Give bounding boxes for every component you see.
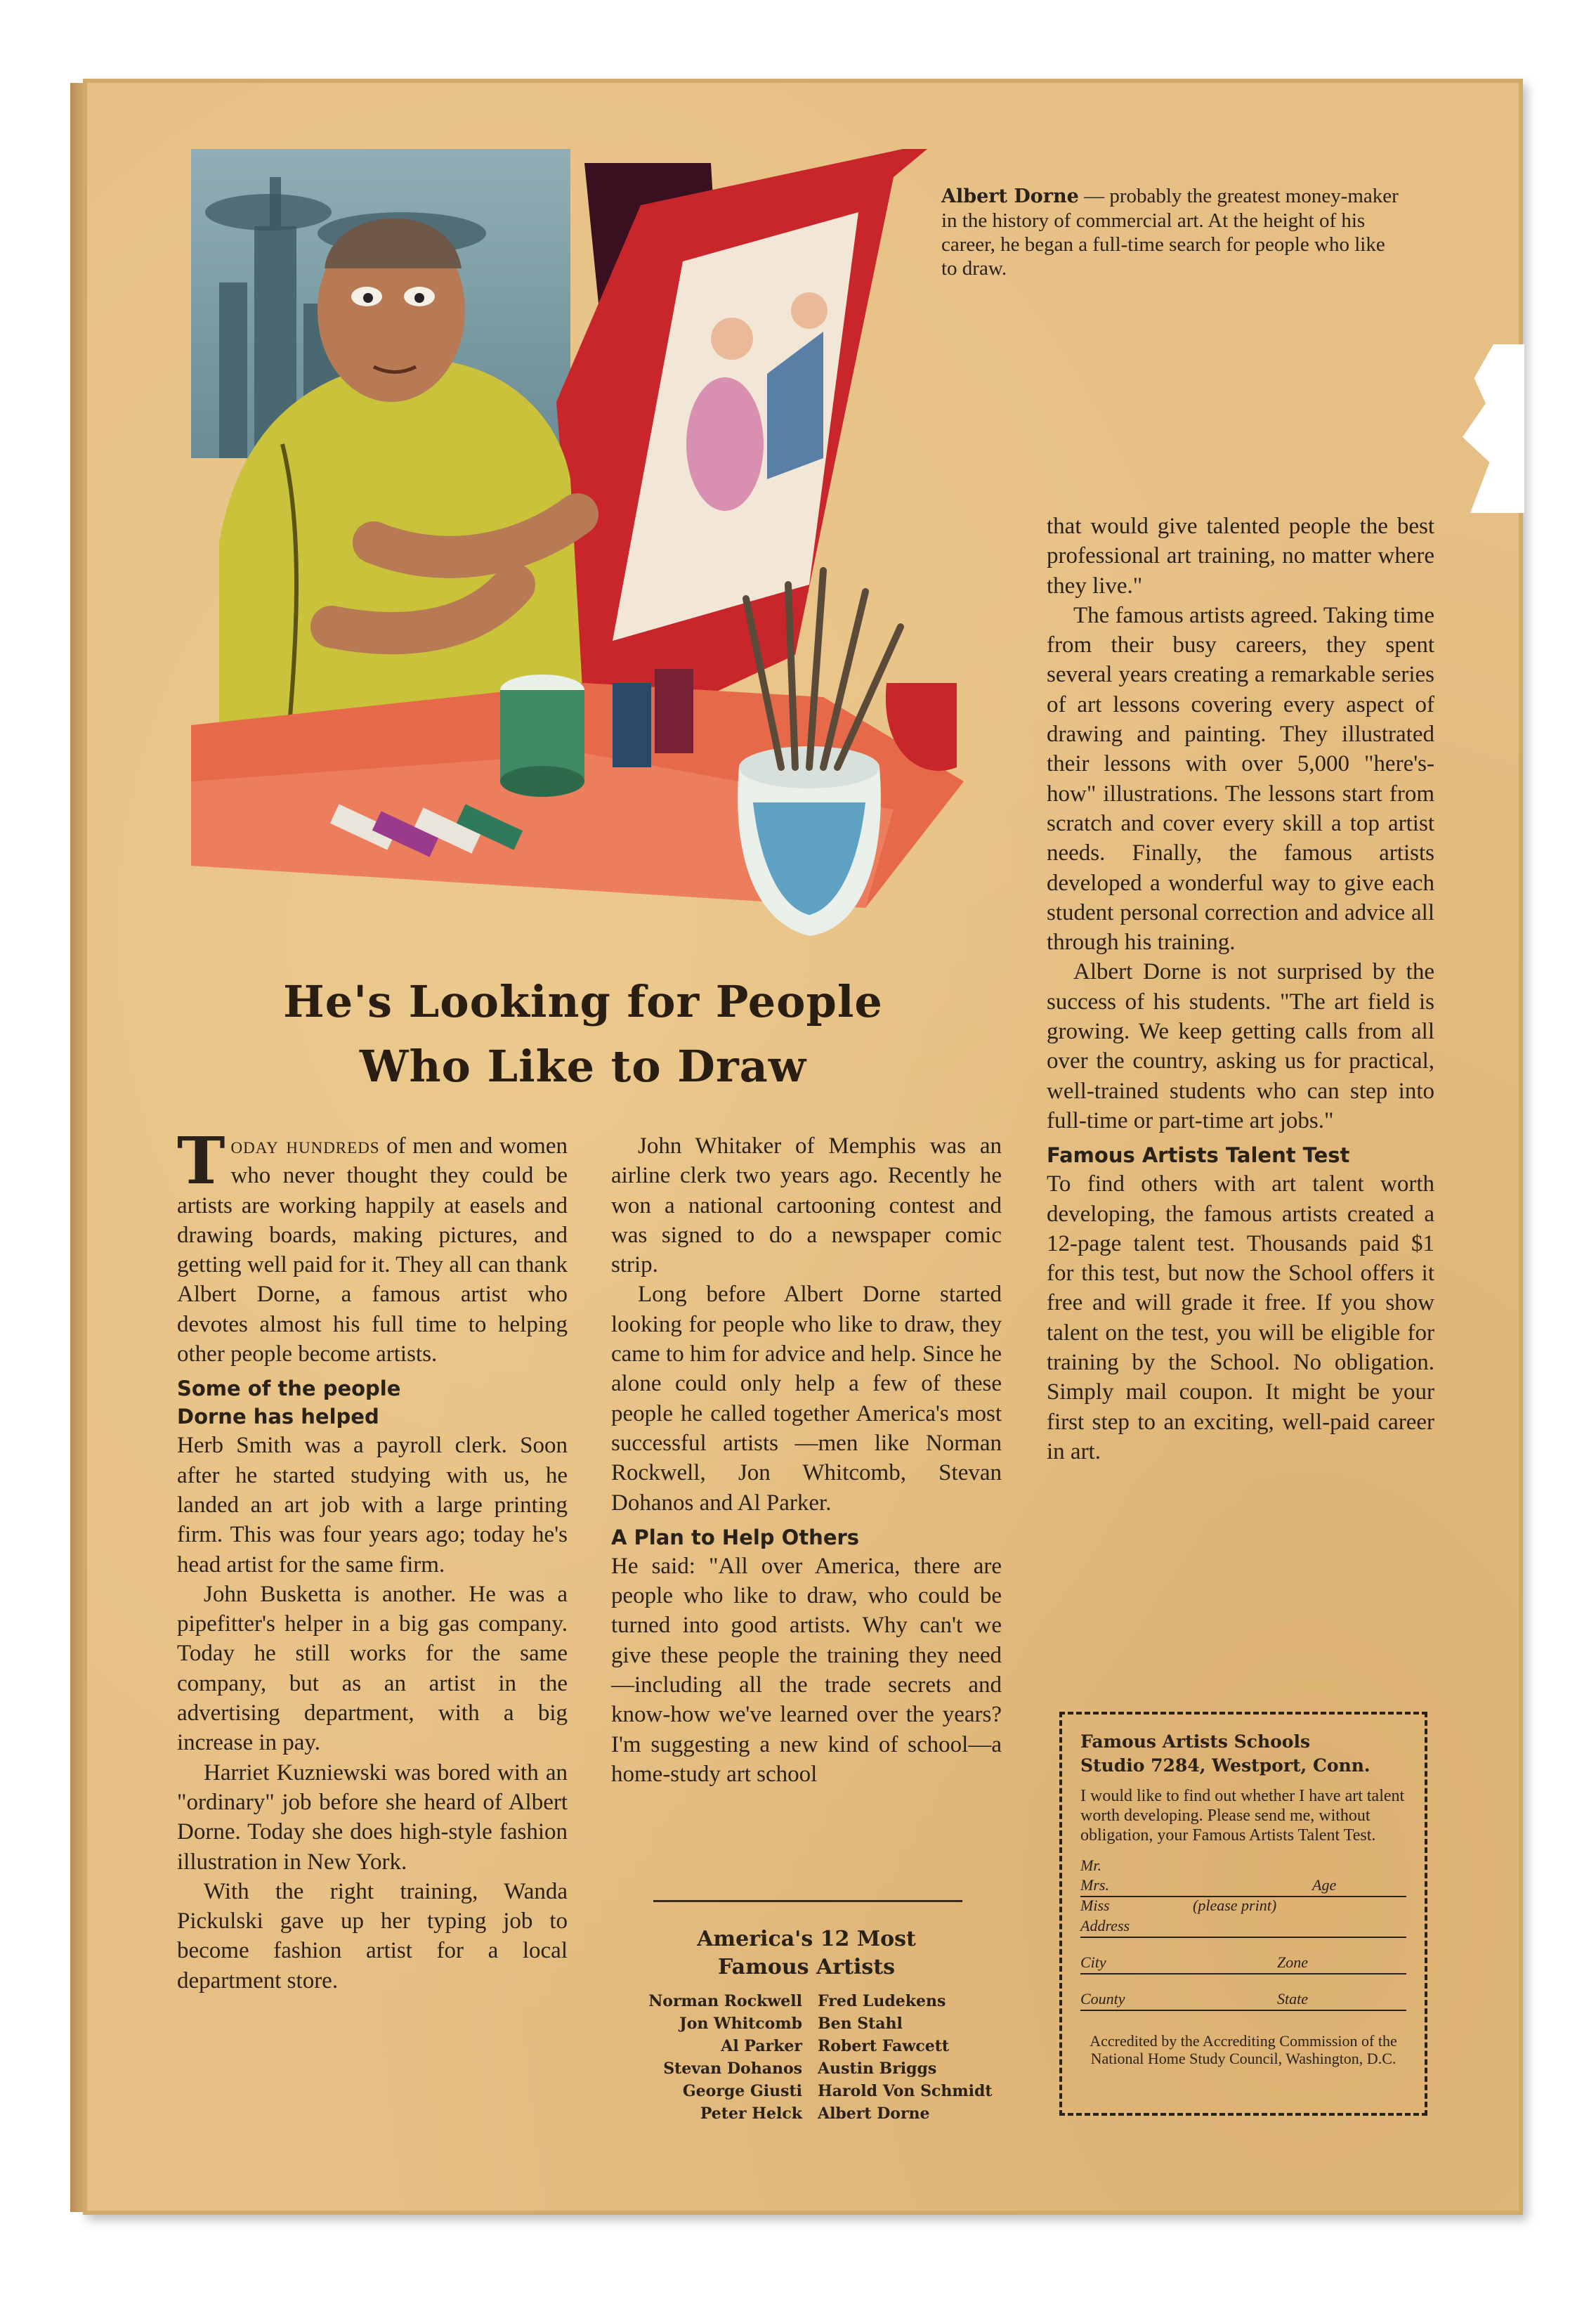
- artist-name: Peter Helck: [700, 2104, 802, 2123]
- artist-name: Norman Rockwell: [648, 1992, 802, 2010]
- albert-dorne-illustration: [191, 149, 964, 964]
- artist-name: Harold Von Schmidt: [818, 2082, 993, 2100]
- headline-line-2: Who Like to Draw: [359, 1041, 807, 1092]
- subhead-people-helped: [177, 1374, 568, 1431]
- paragraph-john-busketta: John Busketta is another. He was a pipefitter's helper in a big gas company. Today he still works for the same company, but as an artist in the advertising department, with a big increase in pay.: [177, 1581, 568, 1756]
- illustration-caption: [941, 184, 1405, 280]
- paragraph-he-said: He said: "All over America, there are people who like to draw, who could be turned into good artists. Why can't we give these people the training they need—including all the trade secrets and know-how we've learned over the years? I'm suggesting a new kind of school—a home-study art school: [611, 1553, 1002, 1787]
- artists-title-line-1: America's 12 Most: [697, 1927, 916, 1951]
- caption-text: — probably the greatest money-maker in the history of commercial art. At the height of his career, he began a full-time search for people who like to draw.: [941, 185, 1399, 280]
- intro-paragraph: [177, 1123, 568, 1369]
- city-zone-field[interactable]: [1080, 1953, 1406, 1975]
- coupon-zone: Zone: [1277, 1953, 1308, 1971]
- coupon-title-options: [1080, 1858, 1406, 1873]
- artists-title-line-2: Famous Artists: [718, 1955, 895, 1979]
- headline: [197, 970, 969, 1099]
- county-state-field[interactable]: [1080, 1990, 1406, 2011]
- column-3: [1047, 512, 1434, 1466]
- coupon-please-print: (please print): [1193, 1897, 1277, 1914]
- artist-name: Fred Ludekens: [818, 1992, 946, 2010]
- column-1: [177, 1123, 568, 1996]
- artist-name: Albert Dorne: [818, 2104, 930, 2123]
- artist-name: Stevan Dohanos: [663, 2060, 802, 2078]
- paragraph-artists-agreed: The famous artists agreed. Taking time from their busy careers, they spent several years creating a remarkable series of art lessons covering every aspect of drawing and painting. They illustrated their lessons with over 5,000 "here's-how" illustrations. The lessons start from scratch and cover every skill a top artist needs. Finally, the famous artists developed a wonderful way to give each student personal correction and advice all through his training.: [1047, 602, 1434, 956]
- paragraph-long-before: Long before Albert Dorne started looking for people who like to draw, they came to him for advice and help. Since he alone could only help a few of these people he called together America's most successful artists —men like Norman Rockwell, Jon Whitcomb, Stevan Dohanos and Al Parker.: [611, 1282, 1002, 1516]
- artist-name: Jon Whitcomb: [679, 2015, 802, 2033]
- coupon-heading: [1080, 1730, 1406, 1778]
- lead-smallcaps: oday hundreds: [230, 1133, 380, 1159]
- drop-cap: T: [177, 1123, 225, 1199]
- paragraph-talent-test: To find others with art talent worth developing, the famous artists created a 12-page talent test. Thousands paid $1 for this test, but now the School offers it free and will grade it free. If you show talent on the test, you will be eligible for training by the School. No obligation. Simply mail coupon. It might be your first step to an exciting, well-paid career in art.: [1047, 1171, 1434, 1464]
- paragraph-not-surprised: Albert Dorne is not surprised by the success of his students. "The art field is growing. We keep getting calls from all over the country, asking us for practical, well-trained students who can step into full-time or part-time art jobs.": [1047, 959, 1434, 1133]
- artist-name: Ben Stahl: [818, 2015, 903, 2033]
- paragraph-wanda-pickulski: With the right training, Wanda Pickulski gave up her typing job to become fashion artist for a local department store.: [177, 1878, 568, 1993]
- subhead-plan: A Plan to Help Others: [611, 1525, 860, 1549]
- divider-rule: [653, 1900, 962, 1902]
- coupon-address: Address: [1080, 1917, 1130, 1934]
- column-2: [611, 1131, 1002, 1789]
- coupon-heading-line-1: Famous Artists Schools: [1080, 1731, 1311, 1752]
- coupon-state: State: [1277, 1990, 1308, 2008]
- subhead-line-1: Some of the people: [177, 1377, 401, 1401]
- paragraph-john-whitaker: John Whitaker of Memphis was an airline clerk two years ago. Recently he won a national cartooning contest and was signed to do a newspaper comic strip.: [611, 1133, 1002, 1278]
- artist-name: Austin Briggs: [818, 2060, 937, 2078]
- caption-name: Albert Dorne: [941, 186, 1079, 207]
- paragraph-herb-smith: Herb Smith was a payroll clerk. Soon after he started studying with us, he landed an art job with a large printing firm. This was four years ago; today he's head artist for the same firm.: [177, 1433, 568, 1577]
- intro-text: of men and women who never thought they could be artists are working happily at easels and drawing boards, making pictures, and getting well paid for it. They all can thank Albert Dorne, a famous artist who devotes almost his full time to helping other people become artists.: [177, 1133, 568, 1367]
- subhead-line-2: Dorne has helped: [177, 1405, 379, 1429]
- artists-list: [603, 1990, 1017, 2125]
- paragraph-continued: that would give talented people the best professional art training, no matter where they live.": [1047, 514, 1434, 599]
- coupon-city: City: [1080, 1953, 1106, 1971]
- artists-title: [611, 1925, 1002, 1982]
- coupon-age: Age: [1312, 1876, 1337, 1894]
- coupon-county: County: [1080, 1990, 1125, 2008]
- paragraph-harriet-kuzniewski: Harriet Kuzniewski was bored with an "ordinary" job before she heard of Albert Dorne. Today she does high-style fashion illustration in New York.: [177, 1759, 568, 1875]
- artist-name: Al Parker: [721, 2037, 802, 2055]
- coupon-heading-line-2: Studio 7284, Westport, Conn.: [1080, 1755, 1371, 1776]
- mail-coupon[interactable]: [1059, 1712, 1427, 2116]
- coupon-mrs: Mrs.: [1080, 1876, 1109, 1894]
- coupon-miss: Miss: [1080, 1897, 1110, 1914]
- address-field[interactable]: [1080, 1917, 1406, 1938]
- coupon-body: I would like to find out whether I have art talent worth developing. Please send me, without obligation, your Famous Artists Talent Test.: [1080, 1787, 1405, 1845]
- artist-name: Robert Fawcett: [818, 2037, 950, 2055]
- artist-name: George Giusti: [682, 2082, 802, 2100]
- coupon-mr: Mr.: [1080, 1856, 1101, 1874]
- coupon-miss-row: [1080, 1897, 1406, 1914]
- subhead-talent-test: Famous Artists Talent Test: [1047, 1143, 1350, 1168]
- name-field[interactable]: [1080, 1876, 1406, 1897]
- coupon-accreditation: Accredited by the Accrediting Commission of the National Home Study Council, Washington, D.C.: [1090, 2032, 1397, 2067]
- headline-line-1: He's Looking for People: [283, 976, 883, 1027]
